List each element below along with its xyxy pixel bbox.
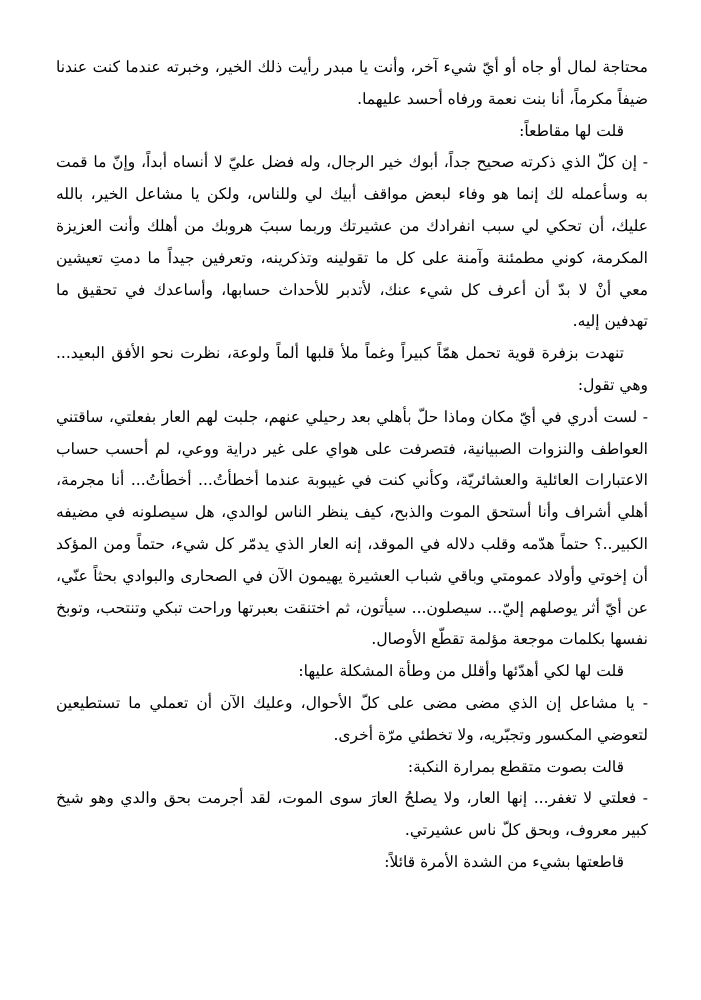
paragraph-3: - إن كلّ الذي ذكرته صحيح جداً، أبوك خير الرجال، وله فضل عليّ لا أنساه أبداً، وإنّ ما قمت به وسأعمله لك إنما هو وفاء لبعض مواقف أبيك لي وللناس، ولكن يا مشاعل الخير، بالله عليك، أن تحكي لي سبب انفرادك من عشيرتك وربما سببَ هروبك من أهلك وأنت العزيزة المكرمة، كوني مطمئنة وآمنة على كل ما تقولينه وتذكرينه، وتعرفين جيداً ما دمتِ تعيشين معي أنْ لا بدّ أن أعرف كل شيء عنك، لأتدبر للأحداث حسابها، وأساعدك في تحقيق ما تهدفين إليه. [56, 153, 648, 331]
paragraph-2: قلت لها مقاطعاً: [519, 121, 624, 140]
paragraph-5: - لست أدري في أيّ مكان وماذا حلّ بأهلي بعد رحيلي عنهم، جلبت لهم العار بفعلتي، ساقتني العواطف والنزوات الصبيانية، فتصرفت على هواي على غير دراية ووعي، لم أحسب حساب الاعتبارات العائلية والعشائريّة، وكأني كنت في غيبوبة عندما أخطأتُ... أخطأتُ... أنا مجرمة، أهلي أشراف وأنا أستحق الموت والذبح، كيف ينظر الناس لوالدي، هل سيصلونه في مضيفه الكبير..؟ حتماً هدّمه وقلب دلاله في الموقد، إنه العار الذي يدمّر كل شيء، حتماً ومن المؤكد أن إخوتي وأولاد عمومتي وباقي شباب العشيرة يهيمون الآن في الصحارى والبوادي بحثاً عنّي، عن أيّ أثر يوصلهم إليّ... سيصلون... سيأتون، ثم اختنقت بعبرتها وراحت تبكي وتنتحب، وتوبخ نفسها بكلمات موجعة مؤلمة تقطّع الأوصال. [56, 407, 648, 649]
document-page [56, 52, 648, 879]
paragraph-4: تنهدت بزفرة قوية تحمل همّاً كبيراً وغماً ملأ قلبها ألماً ولوعة، نظرت نحو الأفق البعيد... وهي تقول: [56, 344, 648, 394]
paragraph-7: - يا مشاعل إن الذي مضى مضى على كلّ الأحوال، وعليك الآن أن تعملي ما تستطيعين لتعوضي المكسور وتجبّريه، ولا تخطئي مرّة أخرى. [56, 693, 648, 744]
paragraph-8: قالت بصوت متقطع بمرارة النكبة: [407, 757, 624, 776]
paragraph-9: - فعلتي لا تغفر... إنها العار، ولا يصلحُ العارَ سوى الموت، لقد أجرمت بحق والدي وهو شيخ كبير معروف، وبحق كلّ ناس عشيرتي. [56, 789, 648, 840]
paragraph-6: قلت لها لكي أهدّئها وأقلل من وطأة المشكلة عليها: [298, 662, 624, 681]
paragraph-1: محتاجة لمال أو جاه أو أيّ شيء آخر، وأنت يا مبدر رأيت ذلك الخير، وخبرته عندما كنت عندنا ضيفاً مكرماً، أنا بنت نعمة ورفاه أحسد عليهما. [56, 58, 648, 108]
paragraph-10: قاطعتها بشيء من الشدة الأمرة قائلاً: [384, 852, 624, 871]
